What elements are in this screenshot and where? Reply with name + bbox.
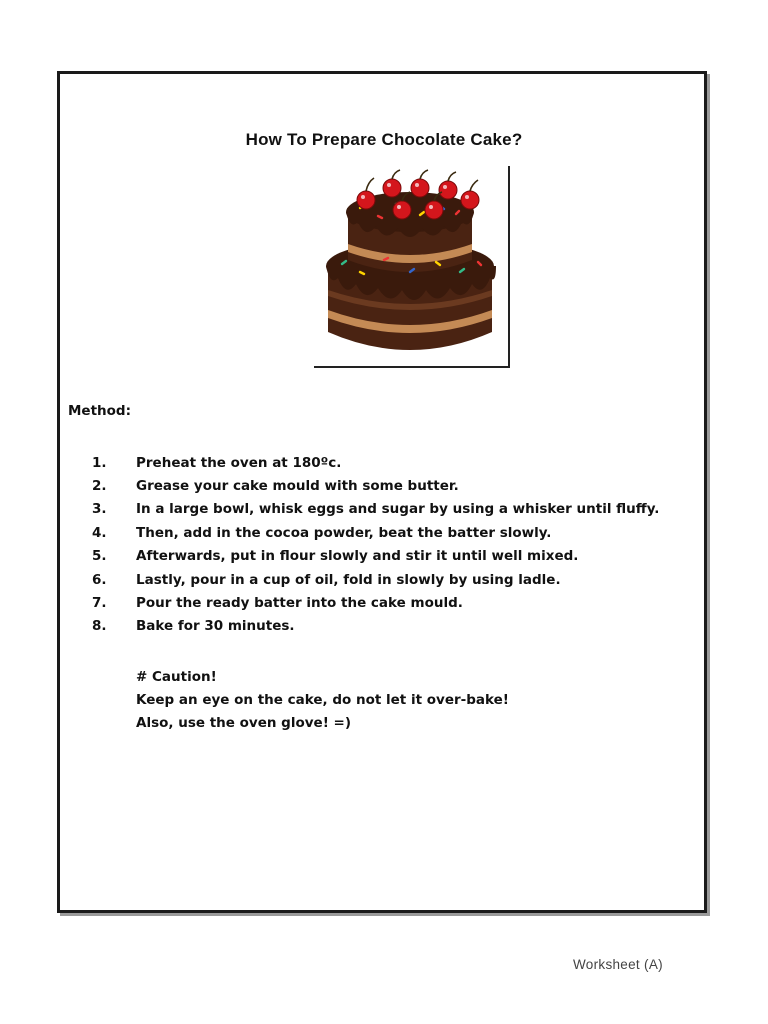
- list-item: [92, 568, 659, 591]
- step-number: 4.: [92, 524, 107, 541]
- step-number: 8.: [92, 618, 107, 635]
- method-heading: Method:: [68, 403, 131, 419]
- step-text: Afterwards, put in flour slowly and stir it until well mixed.: [136, 548, 579, 565]
- caution-heading: # Caution!: [136, 668, 217, 685]
- chocolate-cake-icon: [320, 168, 500, 364]
- step-text: Grease your cake mould with some butter.: [136, 478, 459, 495]
- caution-note: [136, 665, 509, 735]
- list-item: [92, 451, 659, 474]
- step-text: Then, add in the cocoa powder, beat the batter slowly.: [136, 524, 552, 541]
- list-item: [92, 545, 659, 568]
- step-text: Lastly, pour in a cup of oil, fold in slowly by using ladle.: [136, 571, 561, 588]
- list-item: [92, 591, 659, 614]
- worksheet-label: Worksheet (A): [573, 957, 663, 972]
- step-text: Preheat the oven at 180ºc.: [136, 454, 342, 471]
- step-number: 2.: [92, 478, 107, 495]
- step-number: 1.: [92, 454, 107, 471]
- caution-line: Keep an eye on the cake, do not let it over-bake!: [136, 692, 509, 709]
- page-title: How To Prepare Chocolate Cake?: [245, 130, 523, 149]
- step-number: 6.: [92, 571, 107, 588]
- cake-image: [314, 166, 510, 368]
- method-steps-list: [92, 451, 659, 638]
- step-number: 7.: [92, 595, 107, 612]
- list-item: [92, 474, 659, 497]
- list-item: [92, 615, 659, 638]
- caution-line: Also, use the oven glove! =): [136, 715, 352, 732]
- step-text: In a large bowl, whisk eggs and sugar by using a whisker until fluffy.: [136, 501, 660, 518]
- step-number: 3.: [92, 501, 107, 518]
- step-number: 5.: [92, 548, 107, 565]
- list-item: [92, 521, 659, 544]
- list-item: [92, 498, 659, 521]
- step-text: Bake for 30 minutes.: [136, 618, 295, 635]
- step-text: Pour the ready batter into the cake mould.: [136, 595, 463, 612]
